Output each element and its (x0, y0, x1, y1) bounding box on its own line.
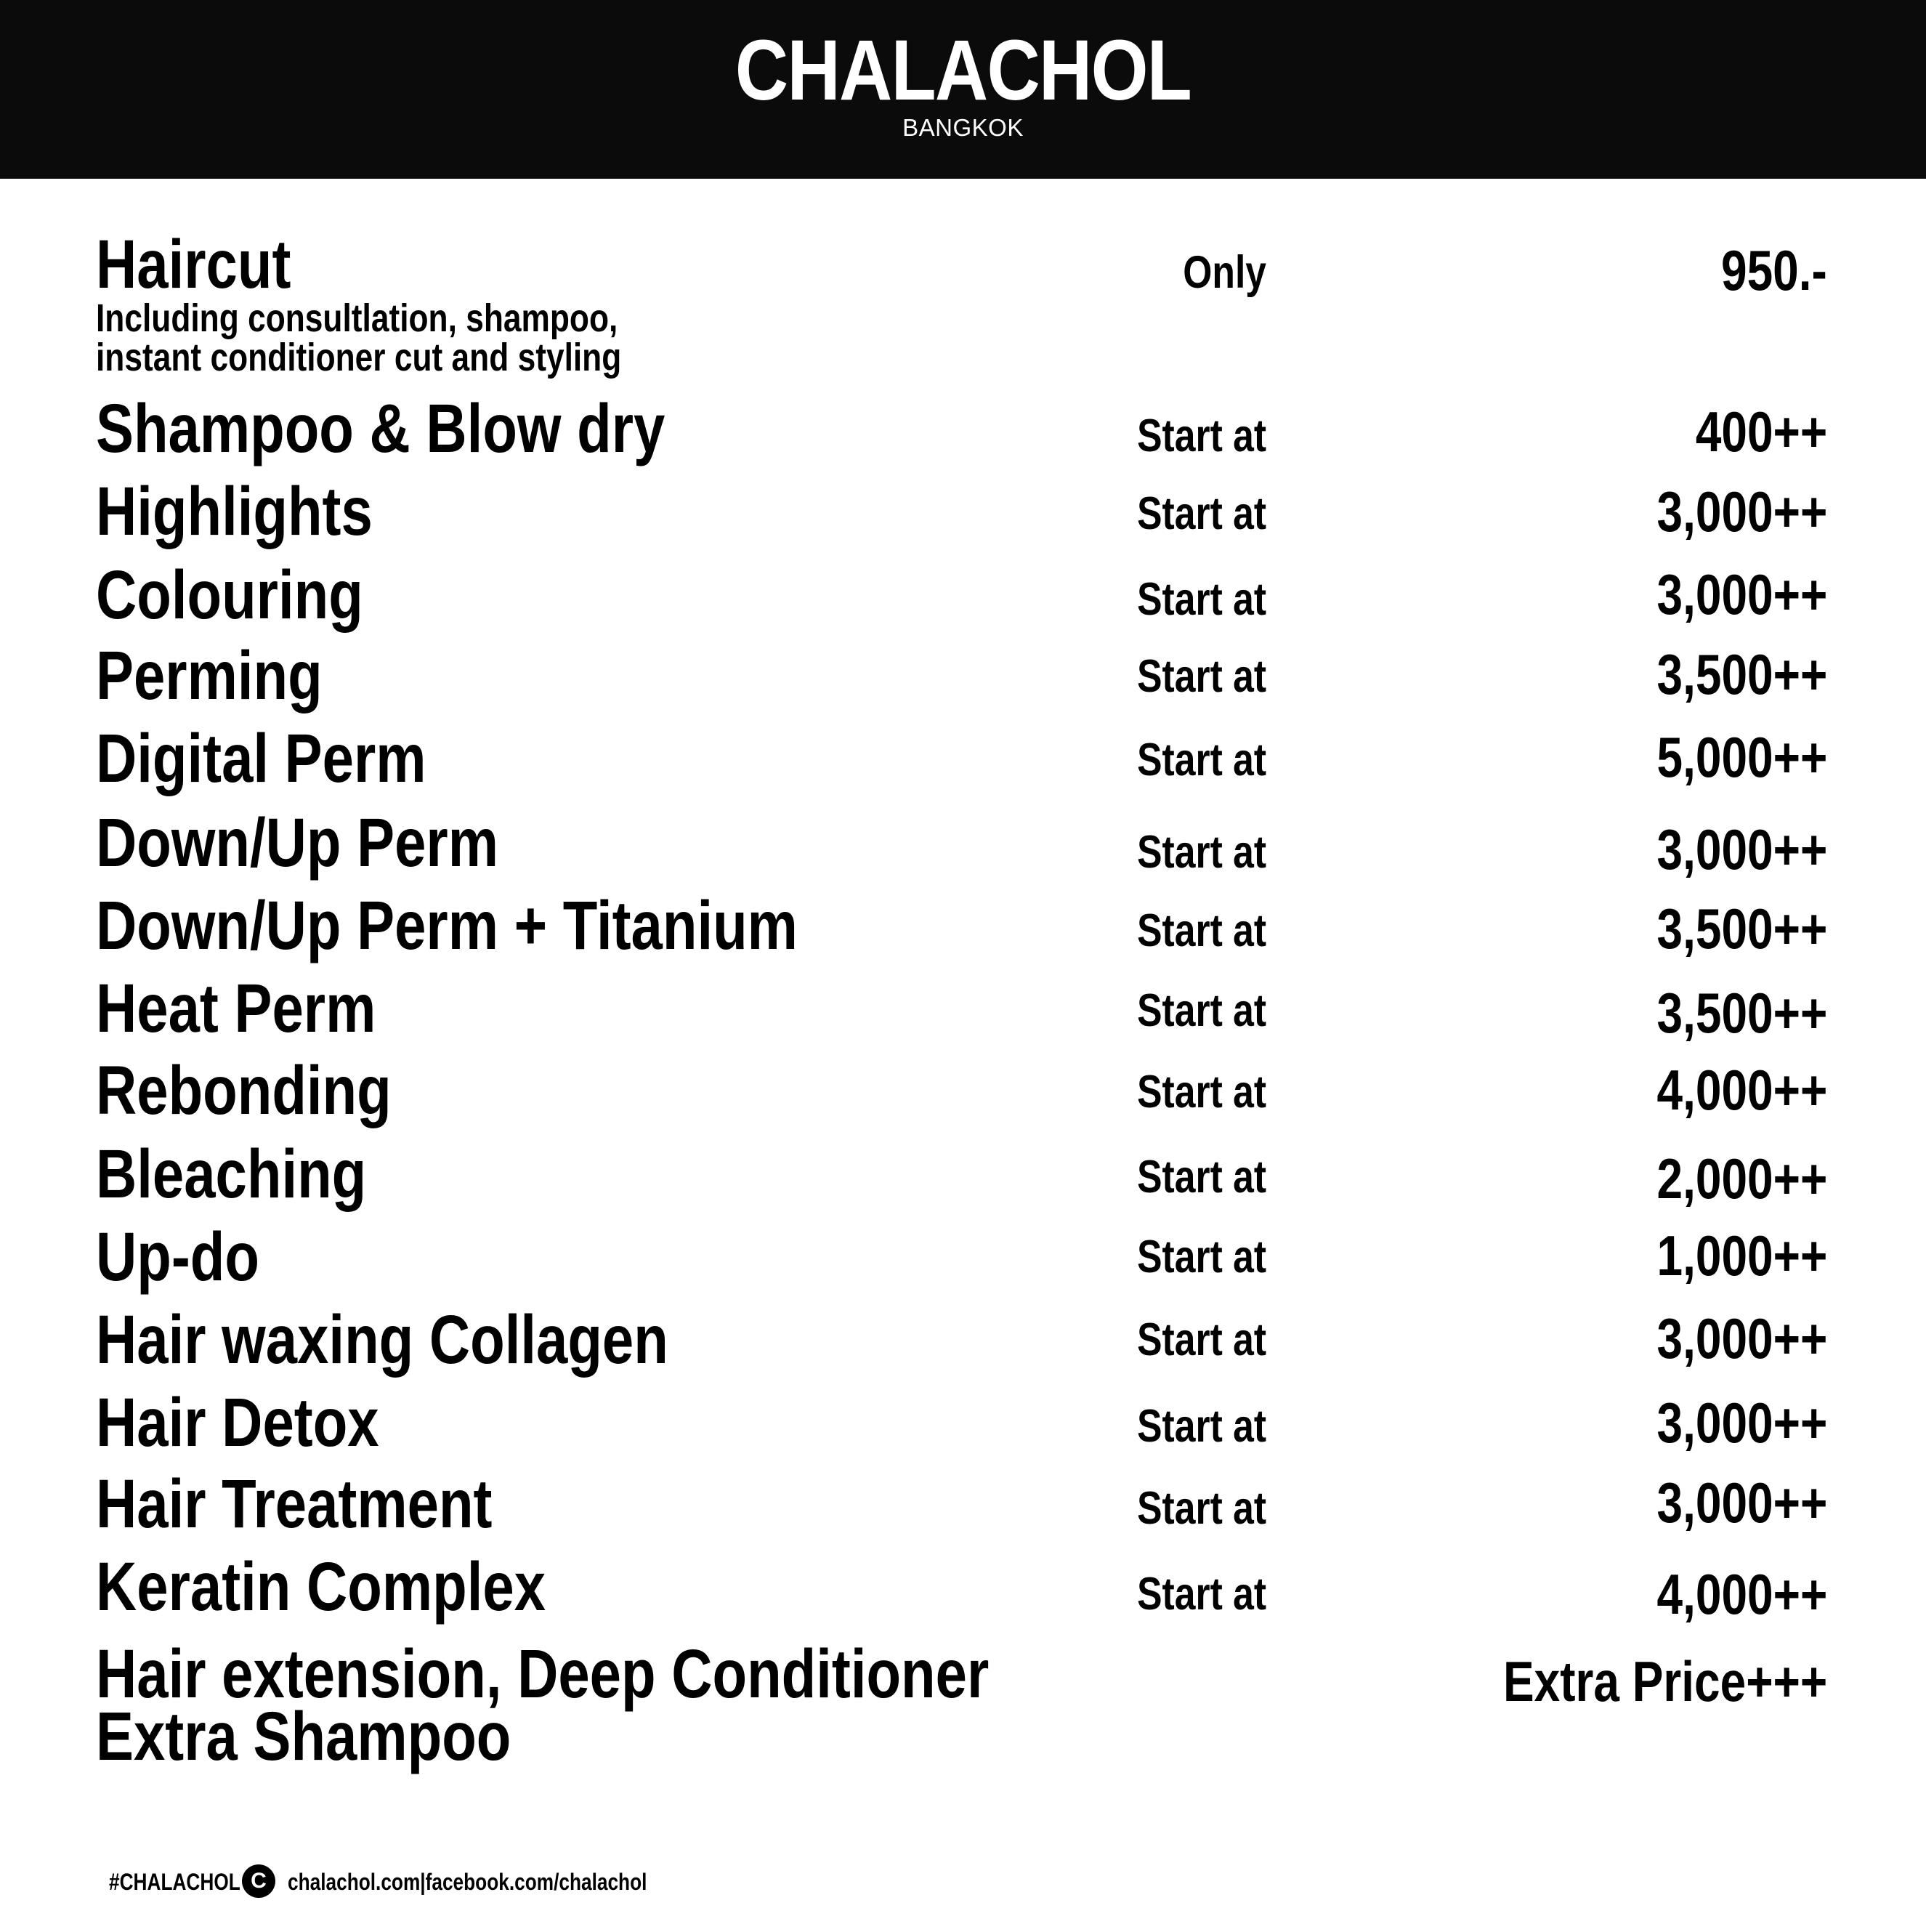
service-qualifier-up-do: Start at (1137, 1232, 1266, 1282)
service-qualifier-hair-waxing-collagen: Start at (1137, 1314, 1266, 1365)
service-name-shampoo-blow-dry: Shampoo & Blow dry (96, 390, 665, 467)
service-name-haircut: Haircut (96, 226, 291, 303)
service-price-bleaching: 2,000++ (1656, 1147, 1827, 1210)
service-name-down-up-perm-titanium: Down/Up Perm + Titanium (96, 887, 798, 964)
service-qualifier-hair-treatment: Start at (1137, 1483, 1266, 1534)
service-price-down-up-perm-titanium: 3,500++ (1656, 897, 1827, 961)
service-price-up-do: 1,000++ (1656, 1224, 1827, 1288)
service-qualifier-down-up-perm: Start at (1137, 827, 1266, 878)
service-qualifier-down-up-perm-titanium: Start at (1137, 905, 1266, 956)
service-description-line-1: Including consultlation, shampoo, (96, 296, 618, 340)
service-price-haircut: 950.- (1721, 238, 1827, 302)
service-price-down-up-perm: 3,000++ (1656, 817, 1827, 881)
extras-line-2: Extra Shampoo (96, 1698, 511, 1775)
service-description-line-2: instant conditioner cut and styling (96, 336, 622, 379)
service-qualifier-hair-detox: Start at (1137, 1401, 1266, 1452)
service-price-rebonding: 4,000++ (1656, 1058, 1827, 1122)
extras-line-1: Hair extension, Deep Conditioner (96, 1636, 990, 1713)
service-name-hair-waxing-collagen: Hair waxing Collagen (96, 1301, 668, 1378)
service-qualifier-colouring: Start at (1137, 574, 1266, 625)
brand-logo-icon: C (242, 1864, 275, 1898)
service-name-digital-perm: Digital Perm (96, 720, 426, 797)
service-name-hair-treatment: Hair Treatment (96, 1466, 493, 1543)
service-qualifier-rebonding: Start at (1137, 1067, 1266, 1117)
service-qualifier-digital-perm: Start at (1137, 735, 1266, 785)
extras-price: Extra Price+++ (1502, 1649, 1827, 1713)
service-price-hair-treatment: 3,000++ (1656, 1471, 1827, 1535)
service-qualifier-shampoo-blow-dry: Start at (1137, 411, 1266, 461)
brand-title: CHALACHOL (735, 23, 1191, 118)
service-qualifier-haircut: Only (1183, 247, 1266, 298)
header-banner (0, 0, 1926, 179)
service-qualifier-keratin-complex: Start at (1137, 1569, 1266, 1620)
service-price-digital-perm: 5,000++ (1656, 725, 1827, 789)
service-price-colouring: 3,000++ (1656, 562, 1827, 626)
service-qualifier-bleaching: Start at (1137, 1152, 1266, 1203)
service-qualifier-heat-perm: Start at (1137, 985, 1266, 1036)
footer-links[interactable]: chalachol.com|facebook.com/chalachol (288, 1869, 647, 1895)
service-price-heat-perm: 3,500++ (1656, 981, 1827, 1045)
service-name-perming: Perming (96, 637, 323, 714)
service-price-hair-waxing-collagen: 3,000++ (1656, 1306, 1827, 1370)
brand-location: BANGKOK (902, 114, 1024, 141)
service-name-hair-detox: Hair Detox (96, 1384, 379, 1461)
service-price-perming: 3,500++ (1656, 642, 1827, 706)
service-name-colouring: Colouring (96, 557, 363, 634)
service-name-up-do: Up-do (96, 1218, 259, 1296)
service-qualifier-perming: Start at (1137, 651, 1266, 702)
service-name-highlights: Highlights (96, 473, 373, 550)
service-qualifier-highlights: Start at (1137, 488, 1266, 539)
service-name-heat-perm: Heat Perm (96, 970, 376, 1047)
service-name-keratin-complex: Keratin Complex (96, 1548, 546, 1625)
service-price-hair-detox: 3,000++ (1656, 1391, 1827, 1455)
service-price-shampoo-blow-dry: 400++ (1695, 400, 1827, 464)
footer-hashtag: #CHALACHOL (109, 1869, 240, 1895)
service-name-bleaching: Bleaching (96, 1136, 367, 1213)
service-price-highlights: 3,000++ (1656, 480, 1827, 543)
service-name-down-up-perm: Down/Up Perm (96, 804, 499, 881)
service-name-rebonding: Rebonding (96, 1052, 392, 1129)
service-price-keratin-complex: 4,000++ (1656, 1562, 1827, 1626)
